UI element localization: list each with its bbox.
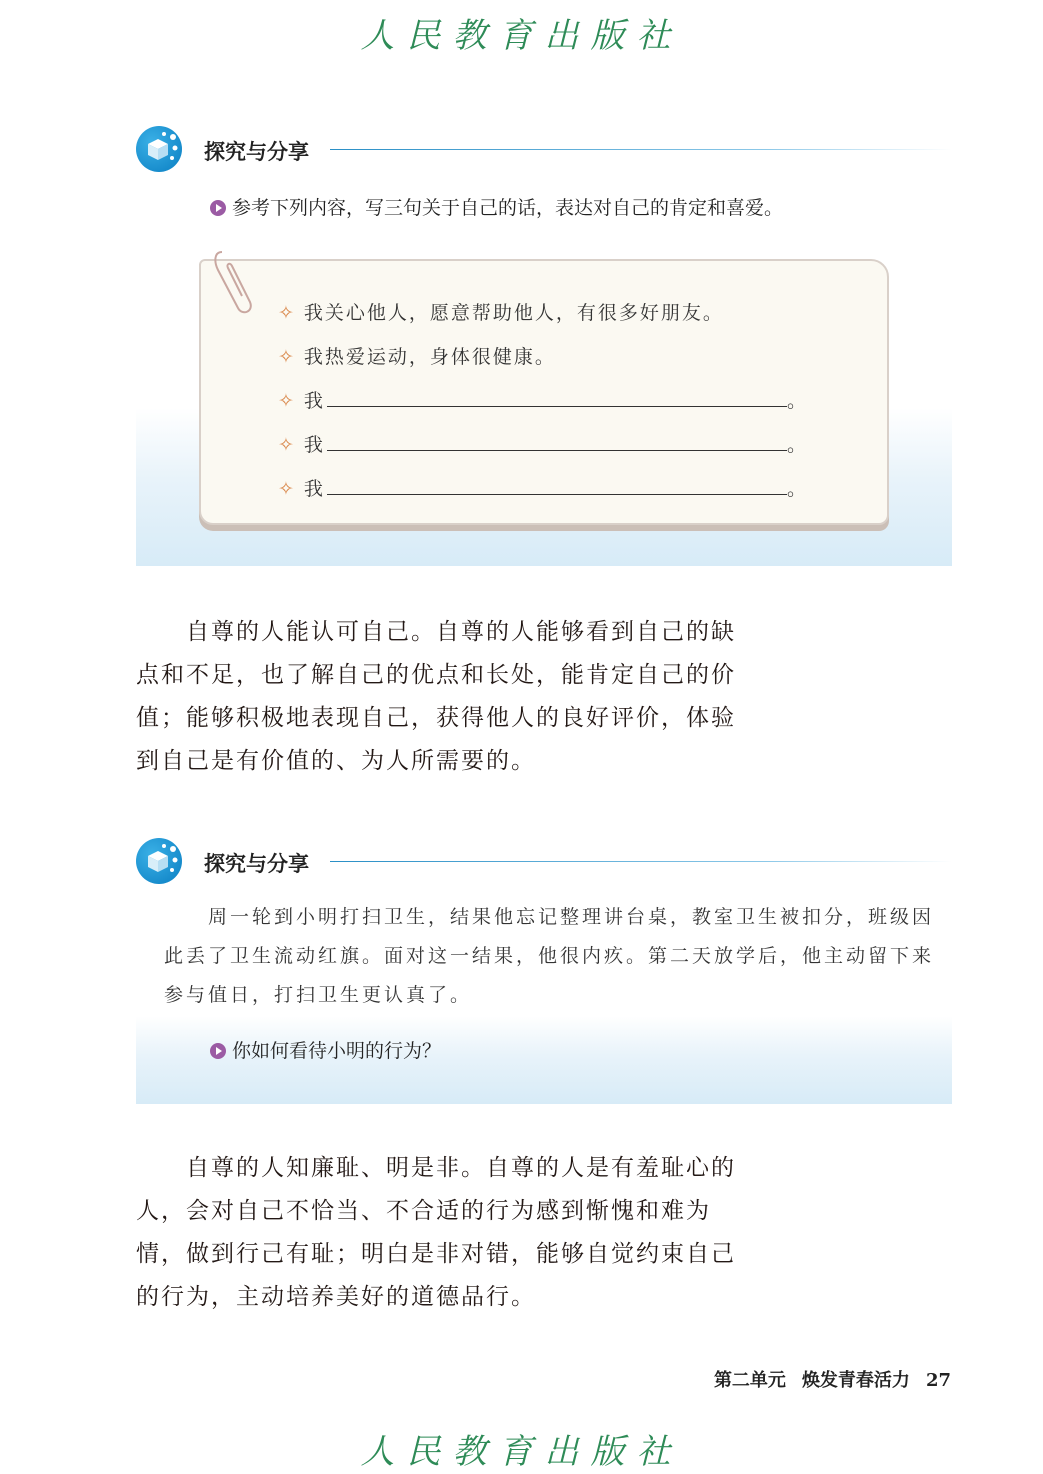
- example-text: 我热爱运动，身体很健康。: [303, 346, 556, 368]
- cube-icon: [136, 838, 182, 884]
- publisher-logo-bottom: 人民教育出版社: [360, 1432, 683, 1472]
- body-paragraph-1: 自尊的人能认可自己。自尊的人能够看到自己的缺点和不足，也了解自己的优点和长处，能肯定自己的价值；能够积极地表现自己，获得他人的良好评价，体验到自己是有价值的、为人所需要的。: [136, 619, 736, 774]
- example-line-1: [278, 298, 724, 325]
- section-title: 探究与分享: [204, 852, 309, 876]
- body-paragraph-2: 自尊的人知廉耻、明是非。自尊的人是有羞耻心的人，会对自己不恰当、不合适的行为感到惭愧和难为情，做到行己有耻；明白是非对错，能够自觉约束自己的行为，主动培养美好的道德品行。: [136, 1155, 736, 1310]
- section-header-1: [136, 126, 952, 172]
- fill-in-blank[interactable]: [327, 388, 787, 407]
- story-text: 周一轮到小明打扫卫生，结果他忘记整理讲台桌，教室卫生被扣分，班级因此丢了卫生流动红旗。面对这一结果，他很内疚。第二天放学后，他主动留下来参与值日，打扫卫生更认真了。: [164, 906, 935, 1006]
- section-divider: [330, 861, 952, 862]
- cube-icon: [136, 126, 182, 172]
- example-text: 我关心他人，愿意帮助他人，有很多好朋友。: [303, 302, 724, 324]
- sparkle-bullet-icon: ✧: [278, 478, 296, 500]
- section-divider: [330, 149, 952, 150]
- blank-line-1: ✧ 我 。: [278, 390, 808, 412]
- publisher-logo-top: 人民教育出版社: [360, 16, 683, 56]
- prompt-2: [210, 1036, 441, 1063]
- prompt-text: 参考下列内容，写三句关于自己的话，表达对自己的肯定和喜爱。: [232, 197, 784, 219]
- fill-in-blank[interactable]: [327, 432, 787, 451]
- example-line-2: [278, 342, 556, 369]
- prompt-1: [210, 193, 783, 220]
- unit-title: 焕发青春活力: [801, 1370, 910, 1391]
- play-bullet-icon: [210, 200, 226, 216]
- sparkle-bullet-icon: ✧: [278, 302, 296, 324]
- paperclip-icon: [212, 248, 256, 318]
- fill-in-blank[interactable]: [327, 476, 787, 495]
- unit-label: 第二单元: [713, 1370, 786, 1391]
- blank-line-2: ✧ 我 。: [278, 434, 808, 456]
- section-title: 探究与分享: [204, 140, 309, 164]
- blank-line-3: ✧ 我 。: [278, 478, 808, 500]
- page-footer: [698, 1366, 951, 1392]
- section-header-2: [136, 838, 952, 884]
- page-number: 27: [925, 1370, 951, 1391]
- play-bullet-icon: [210, 1043, 226, 1059]
- sparkle-bullet-icon: ✧: [278, 434, 296, 456]
- sparkle-bullet-icon: ✧: [278, 390, 296, 412]
- prompt-text: 你如何看待小明的行为？: [232, 1040, 442, 1062]
- sparkle-bullet-icon: ✧: [278, 346, 296, 368]
